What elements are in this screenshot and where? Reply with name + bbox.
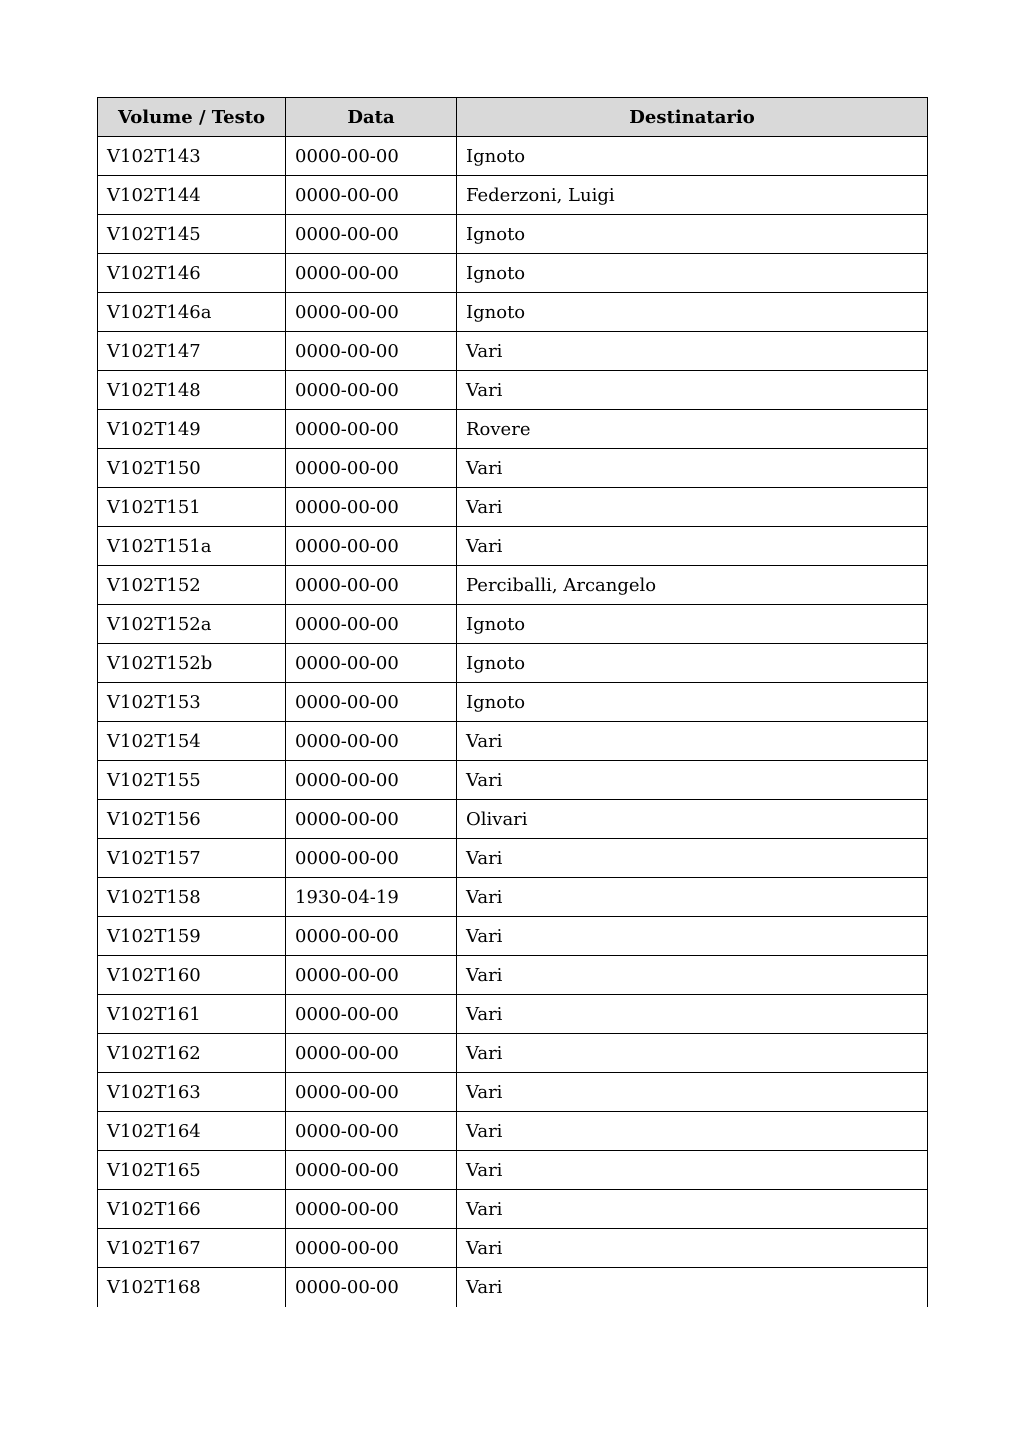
cell-data: 0000-00-00 — [286, 605, 457, 644]
cell-volume-testo: V102T143 — [98, 137, 286, 176]
cell-destinatario: Vari — [457, 1190, 928, 1229]
cell-destinatario: Ignoto — [457, 644, 928, 683]
cell-volume-testo: V102T146a — [98, 293, 286, 332]
cell-volume-testo: V102T148 — [98, 371, 286, 410]
cell-data: 0000-00-00 — [286, 566, 457, 605]
cell-data: 0000-00-00 — [286, 683, 457, 722]
cell-data: 0000-00-00 — [286, 254, 457, 293]
cell-destinatario: Vari — [457, 332, 928, 371]
cell-data: 0000-00-00 — [286, 332, 457, 371]
cell-data: 0000-00-00 — [286, 1034, 457, 1073]
table-row — [98, 1151, 928, 1190]
table-row — [98, 878, 928, 917]
table-row — [98, 527, 928, 566]
cell-destinatario: Vari — [457, 1151, 928, 1190]
cell-volume-testo: V102T161 — [98, 995, 286, 1034]
cell-destinatario: Olivari — [457, 800, 928, 839]
cell-volume-testo: V102T154 — [98, 722, 286, 761]
cell-volume-testo: V102T149 — [98, 410, 286, 449]
cell-destinatario: Perciballi, Arcangelo — [457, 566, 928, 605]
cell-destinatario: Vari — [457, 956, 928, 995]
cell-data: 0000-00-00 — [286, 137, 457, 176]
cell-data: 0000-00-00 — [286, 176, 457, 215]
cell-destinatario: Vari — [457, 917, 928, 956]
cell-destinatario: Federzoni, Luigi — [457, 176, 928, 215]
cell-destinatario: Vari — [457, 1112, 928, 1151]
table-row — [98, 215, 928, 254]
cell-destinatario: Vari — [457, 371, 928, 410]
cell-destinatario: Vari — [457, 995, 928, 1034]
cell-destinatario: Vari — [457, 488, 928, 527]
cell-volume-testo: V102T146 — [98, 254, 286, 293]
cell-destinatario: Vari — [457, 527, 928, 566]
cell-destinatario: Ignoto — [457, 137, 928, 176]
cell-data: 0000-00-00 — [286, 527, 457, 566]
table-row — [98, 566, 928, 605]
cell-data: 0000-00-00 — [286, 1190, 457, 1229]
cell-destinatario: Ignoto — [457, 605, 928, 644]
records-table — [97, 97, 928, 1307]
cell-volume-testo: V102T152 — [98, 566, 286, 605]
table-row — [98, 332, 928, 371]
cell-data: 0000-00-00 — [286, 1268, 457, 1307]
cell-data: 0000-00-00 — [286, 800, 457, 839]
cell-destinatario: Vari — [457, 1073, 928, 1112]
cell-destinatario: Vari — [457, 1229, 928, 1268]
table-row — [98, 800, 928, 839]
cell-data: 0000-00-00 — [286, 1073, 457, 1112]
cell-volume-testo: V102T166 — [98, 1190, 286, 1229]
cell-destinatario: Rovere — [457, 410, 928, 449]
cell-volume-testo: V102T147 — [98, 332, 286, 371]
cell-destinatario: Vari — [457, 761, 928, 800]
cell-data: 0000-00-00 — [286, 410, 457, 449]
table-row — [98, 995, 928, 1034]
table-row — [98, 293, 928, 332]
cell-volume-testo: V102T145 — [98, 215, 286, 254]
cell-data: 0000-00-00 — [286, 215, 457, 254]
cell-data: 0000-00-00 — [286, 761, 457, 800]
column-header-destinatario: Destinatario — [457, 98, 928, 137]
cell-data: 0000-00-00 — [286, 644, 457, 683]
cell-volume-testo: V102T168 — [98, 1268, 286, 1307]
cell-destinatario: Vari — [457, 1268, 928, 1307]
table-row — [98, 683, 928, 722]
cell-destinatario: Vari — [457, 878, 928, 917]
cell-volume-testo: V102T152b — [98, 644, 286, 683]
cell-data: 0000-00-00 — [286, 293, 457, 332]
table-row — [98, 449, 928, 488]
cell-volume-testo: V102T151 — [98, 488, 286, 527]
table-row — [98, 917, 928, 956]
table-row — [98, 761, 928, 800]
cell-volume-testo: V102T162 — [98, 1034, 286, 1073]
table-row — [98, 722, 928, 761]
cell-data: 1930-04-19 — [286, 878, 457, 917]
cell-volume-testo: V102T159 — [98, 917, 286, 956]
table-row — [98, 1229, 928, 1268]
cell-volume-testo: V102T155 — [98, 761, 286, 800]
table-row — [98, 644, 928, 683]
table-row — [98, 956, 928, 995]
cell-destinatario: Vari — [457, 839, 928, 878]
table-row — [98, 1190, 928, 1229]
table-row — [98, 1034, 928, 1073]
table-header-row — [98, 98, 928, 137]
table-row — [98, 1073, 928, 1112]
column-header-volume-testo: Volume / Testo — [98, 98, 286, 137]
cell-data: 0000-00-00 — [286, 1151, 457, 1190]
cell-volume-testo: V102T144 — [98, 176, 286, 215]
cell-destinatario: Vari — [457, 449, 928, 488]
cell-destinatario: Ignoto — [457, 254, 928, 293]
table-row — [98, 839, 928, 878]
cell-data: 0000-00-00 — [286, 371, 457, 410]
cell-volume-testo: V102T165 — [98, 1151, 286, 1190]
cell-volume-testo: V102T153 — [98, 683, 286, 722]
cell-data: 0000-00-00 — [286, 917, 457, 956]
cell-volume-testo: V102T151a — [98, 527, 286, 566]
cell-destinatario: Ignoto — [457, 293, 928, 332]
table-row — [98, 605, 928, 644]
table-row — [98, 137, 928, 176]
cell-data: 0000-00-00 — [286, 839, 457, 878]
cell-destinatario: Ignoto — [457, 683, 928, 722]
cell-volume-testo: V102T167 — [98, 1229, 286, 1268]
column-header-data: Data — [286, 98, 457, 137]
table-row — [98, 254, 928, 293]
cell-data: 0000-00-00 — [286, 1229, 457, 1268]
cell-volume-testo: V102T160 — [98, 956, 286, 995]
cell-volume-testo: V102T156 — [98, 800, 286, 839]
cell-volume-testo: V102T164 — [98, 1112, 286, 1151]
cell-data: 0000-00-00 — [286, 1112, 457, 1151]
cell-volume-testo: V102T158 — [98, 878, 286, 917]
cell-destinatario: Vari — [457, 722, 928, 761]
cell-volume-testo: V102T163 — [98, 1073, 286, 1112]
cell-volume-testo: V102T150 — [98, 449, 286, 488]
table-body — [98, 137, 928, 1307]
cell-data: 0000-00-00 — [286, 956, 457, 995]
cell-data: 0000-00-00 — [286, 449, 457, 488]
cell-volume-testo: V102T152a — [98, 605, 286, 644]
table-row — [98, 488, 928, 527]
table-row — [98, 1112, 928, 1151]
cell-destinatario: Vari — [457, 1034, 928, 1073]
table-row — [98, 1268, 928, 1307]
cell-destinatario: Ignoto — [457, 215, 928, 254]
cell-data: 0000-00-00 — [286, 488, 457, 527]
cell-data: 0000-00-00 — [286, 722, 457, 761]
table-row — [98, 371, 928, 410]
cell-volume-testo: V102T157 — [98, 839, 286, 878]
table-row — [98, 176, 928, 215]
table-row — [98, 410, 928, 449]
cell-data: 0000-00-00 — [286, 995, 457, 1034]
